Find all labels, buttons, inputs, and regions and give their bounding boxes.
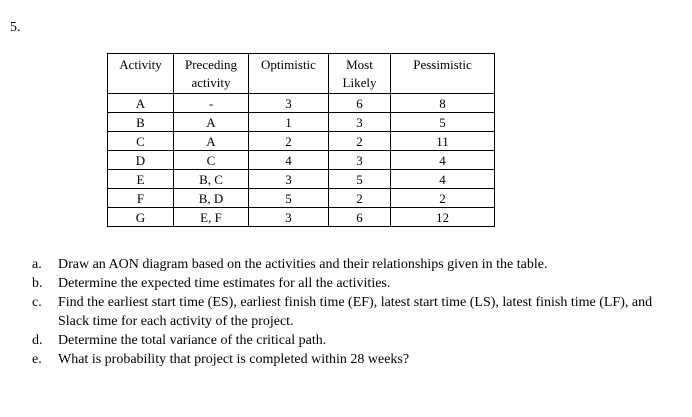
question-label: e. — [32, 352, 42, 367]
cell-pessimistic: 4 — [391, 170, 495, 189]
cell-preceding: A — [174, 132, 249, 151]
cell-pessimistic: 2 — [391, 189, 495, 208]
question-label: a. — [32, 257, 42, 272]
list-item — [32, 331, 672, 350]
cell-optimistic: 4 — [249, 151, 329, 170]
table-row — [108, 170, 495, 189]
activity-table — [107, 53, 495, 227]
list-item — [32, 350, 672, 369]
cell-most-likely: 2 — [329, 132, 391, 151]
cell-optimistic: 5 — [249, 189, 329, 208]
question-label: c. — [32, 295, 42, 310]
cell-most-likely: 2 — [329, 189, 391, 208]
cell-preceding: A — [174, 113, 249, 132]
cell-most-likely: 3 — [329, 113, 391, 132]
cell-preceding: C — [174, 151, 249, 170]
cell-most-likely: 5 — [329, 170, 391, 189]
cell-pessimistic: 12 — [391, 208, 495, 227]
cell-activity: B — [108, 113, 174, 132]
cell-preceding: E, F — [174, 208, 249, 227]
question-label: b. — [32, 276, 43, 291]
cell-activity: F — [108, 189, 174, 208]
question-number: 5. — [10, 20, 21, 35]
question-text: Find the earliest start time (ES), earliest finish time (EF), latest start time (LS), latest finish time (LF), and Slack time for each activity of the project. — [58, 295, 653, 329]
cell-pessimistic: 8 — [391, 94, 495, 113]
question-text: Determine the total variance of the critical path. — [58, 333, 327, 348]
cell-optimistic: 3 — [249, 94, 329, 113]
cell-optimistic: 3 — [249, 208, 329, 227]
header-most-likely: Most Likely — [329, 54, 391, 94]
table-row — [108, 113, 495, 132]
cell-preceding: B, C — [174, 170, 249, 189]
cell-activity: A — [108, 94, 174, 113]
table-row — [108, 94, 495, 113]
cell-optimistic: 3 — [249, 170, 329, 189]
table-row — [108, 189, 495, 208]
header-activity: Activity — [108, 54, 174, 94]
cell-most-likely: 6 — [329, 208, 391, 227]
question-label: d. — [32, 333, 43, 348]
question-text: Draw an AON diagram based on the activities and their relationships given in the table. — [58, 257, 548, 272]
cell-optimistic: 1 — [249, 113, 329, 132]
cell-preceding: - — [174, 94, 249, 113]
table-row — [108, 132, 495, 151]
cell-activity: E — [108, 170, 174, 189]
question-text: What is probability that project is completed within 28 weeks? — [58, 352, 410, 367]
cell-most-likely: 6 — [329, 94, 391, 113]
cell-pessimistic: 4 — [391, 151, 495, 170]
cell-most-likely: 3 — [329, 151, 391, 170]
cell-pessimistic: 5 — [391, 113, 495, 132]
list-item — [32, 274, 672, 293]
cell-activity: D — [108, 151, 174, 170]
cell-preceding: B, D — [174, 189, 249, 208]
list-item — [32, 255, 672, 274]
table-row — [108, 208, 495, 227]
table-header-row — [108, 54, 495, 94]
cell-optimistic: 2 — [249, 132, 329, 151]
cell-pessimistic: 11 — [391, 132, 495, 151]
header-preceding-activity: Preceding activity — [174, 54, 249, 94]
header-optimistic: Optimistic — [249, 54, 329, 94]
table-row — [108, 151, 495, 170]
cell-activity: C — [108, 132, 174, 151]
header-pessimistic: Pessimistic — [391, 54, 495, 94]
question-text: Determine the expected time estimates for all the activities. — [58, 276, 391, 291]
list-item — [32, 293, 672, 331]
cell-activity: G — [108, 208, 174, 227]
question-list — [32, 255, 672, 369]
